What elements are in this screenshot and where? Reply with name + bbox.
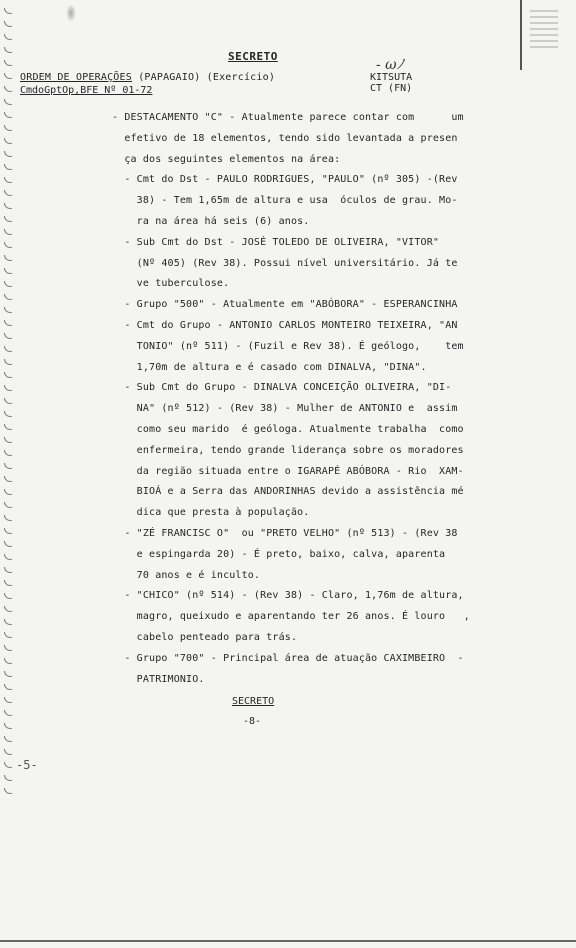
binder-hole bbox=[4, 34, 12, 40]
body-line: - Cmt do Dst - PAULO RODRIGUES, "PAULO" (nº 305) -(Rev bbox=[112, 174, 458, 186]
body-line: 70 anos e é inculto. bbox=[112, 569, 261, 581]
body-line: TONIO" (nº 511) - (Fuzil e Rev 38). É geólogo, tem bbox=[112, 340, 464, 352]
binder-hole bbox=[4, 463, 12, 469]
classification-footer: SECRETO bbox=[232, 696, 275, 707]
binder-hole bbox=[4, 333, 12, 339]
binder-hole bbox=[4, 73, 12, 79]
binder-hole bbox=[4, 593, 12, 599]
author-name: KITSUTA bbox=[370, 72, 413, 83]
ink-smudge bbox=[66, 4, 76, 22]
body-line: - Grupo "500" - Atualmente em "ABÓBORA" - ESPERANCINHA bbox=[112, 299, 458, 311]
binder-hole bbox=[4, 216, 12, 222]
body-line: NA" (nº 512) - (Rev 38) - Mulher de ANTONIO e assim bbox=[112, 403, 458, 415]
binder-hole bbox=[4, 398, 12, 404]
body-line: PATRIMONIO. bbox=[112, 673, 205, 685]
binder-hole bbox=[4, 606, 12, 612]
order-title bbox=[20, 72, 275, 83]
binder-hole bbox=[4, 788, 12, 794]
body-line: enfermeira, tendo grande liderança sobre os moradores bbox=[112, 444, 464, 456]
page-number: -8- bbox=[243, 716, 262, 727]
author-rank: CT (FN) bbox=[370, 83, 413, 94]
order-reference: CmdoGptOp,BFE Nº 01-72 bbox=[20, 85, 153, 96]
binder-hole bbox=[4, 372, 12, 378]
binder-hole bbox=[4, 125, 12, 131]
binder-hole bbox=[4, 60, 12, 66]
body-line: e espingarda 20) - É preto, baixo, calva, aparenta bbox=[112, 548, 446, 560]
binder-hole bbox=[4, 645, 12, 651]
binder-hole bbox=[4, 684, 12, 690]
body-line: ça dos seguintes elementos na área: bbox=[112, 153, 341, 165]
binder-hole bbox=[4, 255, 12, 261]
binder-hole bbox=[4, 99, 12, 105]
binder-hole bbox=[4, 775, 12, 781]
binder-hole bbox=[4, 541, 12, 547]
binder-hole bbox=[4, 229, 12, 235]
scan-bottom-edge bbox=[0, 940, 576, 942]
binder-hole bbox=[4, 320, 12, 326]
body-line: - Grupo "700" - Principal área de atuação CAXIMBEIRO - bbox=[112, 652, 464, 664]
handwritten-initials: - ωﾉ bbox=[376, 57, 404, 73]
binder-hole bbox=[4, 47, 12, 53]
order-title-prefix: ORDEM DE OPERAÇÕES bbox=[20, 72, 132, 83]
binder-hole bbox=[4, 346, 12, 352]
binder-hole bbox=[4, 359, 12, 365]
binder-hole bbox=[4, 281, 12, 287]
binder-hole bbox=[4, 762, 12, 768]
binder-hole bbox=[4, 86, 12, 92]
binder-hole bbox=[4, 580, 12, 586]
binder-hole bbox=[4, 671, 12, 677]
body-line: - Sub Cmt do Dst - JOSÉ TOLEDO DE OLIVEIRA, "VITOR" bbox=[112, 236, 440, 248]
body-line: dica que presta à população. bbox=[112, 507, 310, 519]
binder-hole bbox=[4, 554, 12, 560]
binder-hole bbox=[4, 242, 12, 248]
binder-hole bbox=[4, 567, 12, 573]
binder-hole bbox=[4, 736, 12, 742]
binder-hole bbox=[4, 437, 12, 443]
body-line: (Nº 405) (Rev 38). Possui nível universitário. Já te bbox=[112, 257, 458, 269]
body-line: - "ZÉ FRANCISC O" ou "PRETO VELHO" (nº 513) - (Rev 38 bbox=[112, 527, 458, 539]
binder-hole bbox=[4, 164, 12, 170]
scan-edge-artifact bbox=[516, 0, 576, 80]
body-line: cabelo penteado para trás. bbox=[112, 631, 298, 643]
body-line: - Sub Cmt do Grupo - DINALVA CONCEIÇÃO OLIVEIRA, "DI- bbox=[112, 382, 452, 394]
binder-hole bbox=[4, 21, 12, 27]
body-line: ve tuberculose. bbox=[112, 278, 230, 290]
body-line: ra na área há seis (6) anos. bbox=[112, 215, 310, 227]
binder-hole bbox=[4, 697, 12, 703]
classification-header: SECRETO bbox=[228, 50, 278, 63]
binder-hole bbox=[4, 307, 12, 313]
binder-hole bbox=[4, 749, 12, 755]
binder-hole bbox=[4, 268, 12, 274]
binder-hole bbox=[4, 502, 12, 508]
document-body bbox=[112, 108, 492, 690]
binder-hole bbox=[4, 476, 12, 482]
binder-hole bbox=[4, 515, 12, 521]
body-line: 1,70m de altura e é casado com DINALVA, "DINA". bbox=[112, 361, 427, 373]
binder-hole bbox=[4, 190, 12, 196]
order-title-suffix: (PAPAGAIO) (Exercício) bbox=[131, 72, 276, 83]
body-line: efetivo de 18 elementos, tendo sido levantada a presen bbox=[112, 132, 458, 144]
binder-holes bbox=[2, 0, 16, 800]
body-line: - DESTACAMENTO "C" - Atualmente parece contar com um bbox=[112, 112, 464, 123]
body-line: 38) - Tem 1,65m de altura e usa óculos de grau. Mo- bbox=[112, 195, 458, 207]
binder-hole bbox=[4, 112, 12, 118]
binder-hole bbox=[4, 723, 12, 729]
binder-hole bbox=[4, 151, 12, 157]
body-line: - Cmt do Grupo - ANTONIO CARLOS MONTEIRO TEIXEIRA, "AN bbox=[112, 319, 458, 331]
binder-hole bbox=[4, 294, 12, 300]
scan-edge-smudge bbox=[530, 8, 558, 48]
binder-hole bbox=[4, 528, 12, 534]
binder-hole bbox=[4, 177, 12, 183]
binder-hole bbox=[4, 710, 12, 716]
body-line: - "CHICO" (nº 514) - (Rev 38) - Claro, 1,76m de altura, bbox=[112, 590, 464, 602]
binder-hole bbox=[4, 632, 12, 638]
binder-hole bbox=[4, 8, 12, 14]
body-line: magro, queixudo e aparentando ter 26 anos. É louro , bbox=[112, 611, 470, 623]
binder-hole bbox=[4, 450, 12, 456]
binder-hole bbox=[4, 411, 12, 417]
scan-edge-line bbox=[520, 0, 522, 70]
margin-mark: -5- bbox=[16, 758, 38, 772]
binder-hole bbox=[4, 658, 12, 664]
body-line: BIOÁ e a Serra das ANDORINHAS devido a assistência mé bbox=[112, 486, 464, 498]
binder-hole bbox=[4, 489, 12, 495]
binder-hole bbox=[4, 424, 12, 430]
binder-hole bbox=[4, 619, 12, 625]
binder-hole bbox=[4, 203, 12, 209]
body-line: da região situada entre o IGARAPÉ ABÓBORA - Rio XAM- bbox=[112, 465, 464, 477]
binder-hole bbox=[4, 138, 12, 144]
binder-hole bbox=[4, 385, 12, 391]
body-line: como seu marido é geóloga. Atualmente trabalha como bbox=[112, 423, 464, 435]
